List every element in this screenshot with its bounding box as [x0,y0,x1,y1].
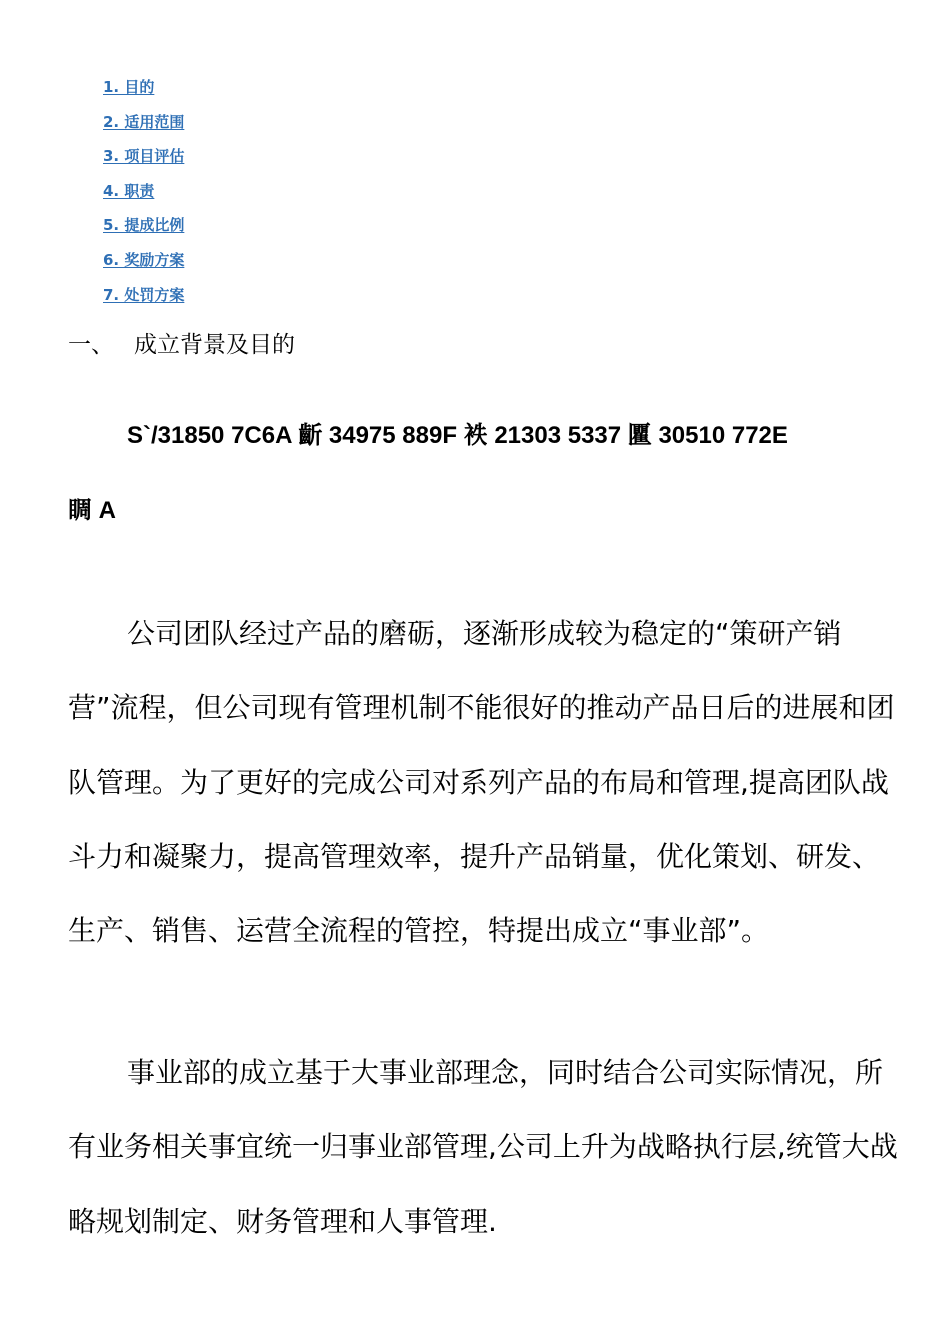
garbled-line-1: S`/31850 7C6A 齗 34975 889F 袟 21303 5337 匷 30510 772E [127,422,788,449]
toc-item [103,111,184,146]
toc-link-commission[interactable]: 5. 提成比例 [103,216,185,235]
toc-link-duties[interactable]: 4. 职责 [103,181,155,200]
toc-item [103,76,184,111]
toc-link-rewards[interactable]: 6. 奖励方案 [103,250,185,269]
toc-link-purpose[interactable]: 1. 目的 [103,78,155,96]
toc-item [103,214,184,249]
toc-item [103,284,184,319]
section-heading [68,328,295,362]
body-paragraph-1: 公司团队经过产品的磨砺，逐渐形成较为稳定的“策研产销营”流程，但公司现有管理机制不能很好的推动产品日后的进展和团队管理。为了更好的完成公司对系列产品的布局和管理,提高团队战斗力和凝聚力，提高管理效率，提升产品销量，优化策划、研发、生产、销售、运营全流程的管控，特提出成立“事业部”。 [68,617,895,948]
toc-link-evaluation[interactable]: 3. 项目评估 [103,147,185,166]
garbled-text-block [68,398,898,548]
toc-link-scope[interactable]: 2. 适用范围 [103,112,185,131]
table-of-contents [103,76,184,318]
toc-link-penalties[interactable]: 7. 处罚方案 [103,285,185,304]
garbled-line-2: 睭 A [68,497,116,524]
section-number: 一、 [68,332,114,358]
toc-item [103,249,184,284]
body-paragraph-2: 事业部的成立基于大事业部理念，同时结合公司实际情况，所有业务相关事宜统一归事业部管理,公司上升为战略执行层,统管大战略规划制定、财务管理和人事管理. [68,1056,898,1238]
toc-item [103,180,184,215]
toc-item [103,145,184,180]
section-title: 成立背景及目的 [134,332,295,358]
